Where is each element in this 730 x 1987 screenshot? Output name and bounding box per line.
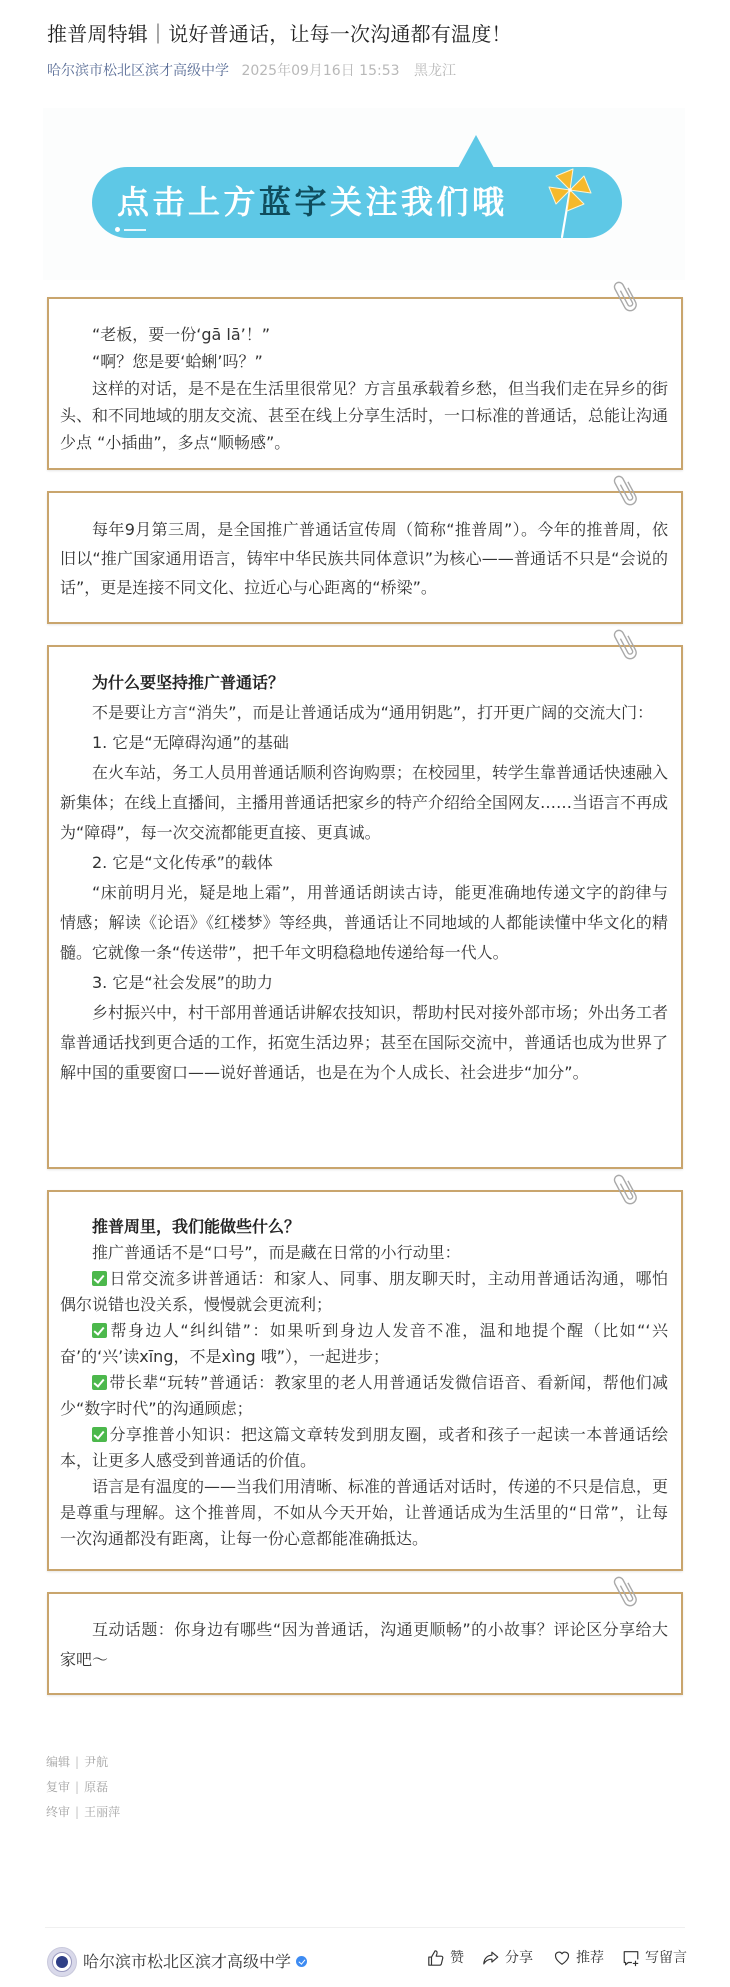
paragraph: 每年9月第三周，是全国推广普通话宣传周（简称“推普周”）。今年的推普周，依旧以“推广国家通用语言，铸牢中华民族共同体意识”为核心——普通话不只是“会说的话”，更是连接不同文化、拉近心与心距离的“桥梁”。 <box>60 520 668 597</box>
article-title: 推普周特辑｜说好普通话，让每一次沟通都有温度！ <box>47 22 512 46</box>
recommend-button[interactable] <box>553 1949 604 1967</box>
credit-role: 复审 <box>46 1780 71 1794</box>
section-heading: 为什么要坚持推广普通话？ <box>92 673 285 692</box>
check-mark-icon <box>92 1427 107 1442</box>
credit-line <box>46 1800 120 1825</box>
paragraph: “老板，要一份‘gā lā’！” <box>92 325 271 344</box>
paperclip-icon <box>612 1169 638 1207</box>
checklist-item <box>60 1422 668 1474</box>
list-point-title: 2. 它是“文化传承”的载体 <box>92 853 273 872</box>
comment-icon <box>622 1949 640 1967</box>
paragraph: 推广普通话不是“口号”，而是藏在日常的小行动里： <box>92 1243 461 1262</box>
interactive-topic-card <box>47 1592 683 1695</box>
publish-time: 2025年09月16日 15:53 <box>241 63 400 79</box>
banner-text-pre: 点击上方 <box>117 183 260 221</box>
paragraph: 在火车站，务工人员用普通话顺利咨询购票；在校园里，转学生靠普通话快速融入新集体；在线上直播间，主播用普通话把家乡的特产介绍给全国网友……当语言不再成为“障碍”，每一次交流都能更直接、更真诚。 <box>60 763 669 842</box>
paperclip-icon <box>612 1571 638 1609</box>
paragraph: “床前明月光，疑是地上霜”，用普通话朗读古诗，能更准确地传递文字的韵律与情感；解读《论语》《红楼梦》等经典，普通话让不同地域的人都能读懂中华文化的精髓。它就像一条“传送带”，把千年文明稳稳地传递给每一代人。 <box>60 883 668 962</box>
footer-account-name[interactable]: 哈尔滨市松北区滨才高级中学 <box>83 1952 292 1971</box>
banner-speech-tail <box>458 135 494 168</box>
credit-name: 尹航 <box>84 1755 109 1769</box>
credit-line <box>46 1775 120 1800</box>
credit-separator: | <box>75 1805 80 1819</box>
credit-line <box>46 1750 120 1775</box>
pinwheel-icon <box>545 165 597 241</box>
share-icon <box>482 1949 500 1967</box>
why-promote-card <box>47 645 683 1169</box>
banner-dot-decoration <box>115 227 120 232</box>
write-comment-label: 写留言 <box>645 1950 687 1966</box>
banner-text <box>117 183 508 221</box>
banner-line-decoration <box>124 229 146 231</box>
check-mark-icon <box>92 1375 107 1390</box>
checklist-item-text: 分享推普小知识：把这篇文章转发到朋友圈，或者和孩子一起读一本普通话绘本，让更多人感受到普通话的价值。 <box>60 1425 668 1470</box>
thumbs-up-icon <box>427 1949 445 1967</box>
publish-region: 黑龙江 <box>413 63 456 79</box>
footer-account[interactable] <box>83 1952 307 1972</box>
paragraph: 互动话题：你身边有哪些“因为普通话，沟通更顺畅”的小故事？评论区分享给大家吧～ <box>60 1620 668 1669</box>
footer-divider <box>45 1927 685 1928</box>
checklist-item <box>60 1266 668 1318</box>
credit-name: 原磊 <box>84 1780 109 1794</box>
verified-badge-icon <box>296 1956 307 1967</box>
credit-separator: | <box>75 1780 80 1794</box>
banner-text-post: 关注我们哦 <box>330 183 508 221</box>
banner-text-highlight: 蓝字 <box>259 183 331 221</box>
avatar-emblem <box>56 1956 68 1968</box>
credit-role: 终审 <box>46 1805 71 1819</box>
account-avatar[interactable] <box>47 1947 77 1977</box>
list-point-title: 1. 它是“无障碍沟通”的基础 <box>92 733 289 752</box>
credit-role: 编辑 <box>46 1755 71 1769</box>
intro-dialogue-card <box>47 297 683 470</box>
paperclip-icon <box>612 276 638 314</box>
check-mark-icon <box>92 1323 107 1338</box>
list-point-title: 3. 它是“社会发展”的助力 <box>92 973 273 992</box>
paragraph: 语言是有温度的——当我们用清晰、标准的普通话对话时，传递的不只是信息，更是尊重与理解。这个推普周，不如从今天开始，让普通话成为生活里的“日常”，让每一次沟通都没有距离，让每一份心意都能准确抵达。 <box>60 1477 669 1548</box>
checklist-item <box>60 1370 668 1422</box>
credits <box>46 1750 120 1825</box>
credit-separator: | <box>75 1755 80 1769</box>
paperclip-icon <box>612 470 638 508</box>
paragraph: “啊？您是要‘蛤蜊’吗？” <box>92 352 263 371</box>
like-button[interactable] <box>427 1949 464 1967</box>
checklist-item-text: 帮身边人“纠纠错”：如果听到身边人发音不准，温和地提个醒（比如“‘兴奋’的‘兴’读xīng，不是xìng 哦”），一起进步； <box>60 1321 668 1366</box>
share-button[interactable] <box>482 1949 533 1967</box>
checklist-item <box>60 1318 668 1370</box>
write-comment-button[interactable] <box>622 1949 687 1967</box>
promotion-week-card <box>47 491 683 624</box>
paragraph: 这样的对话，是不是在生活里很常见？方言虽承载着乡愁，但当我们走在异乡的街头、和不同地域的朋友交流、甚至在线上分享生活时，一口标准的普通话，总能让沟通少点 “小插曲”，多点“顺畅感”。 <box>60 379 669 452</box>
like-label: 赞 <box>450 1950 464 1966</box>
what-we-can-do-card <box>47 1190 683 1571</box>
section-heading: 推普周里，我们能做些什么？ <box>92 1217 301 1236</box>
paragraph: 乡村振兴中，村干部用普通话讲解农技知识，帮助村民对接外部市场；外出务工者靠普通话找到更合适的工作，拓宽生活边界；甚至在国际交流中，普通话也成为世界了解中国的重要窗口——说好普通话，也是在为个人成长、社会进步“加分”。 <box>60 1003 669 1082</box>
check-mark-icon <box>92 1271 107 1286</box>
checklist-item-text: 日常交流多讲普通话：和家人、同事、朋友聊天时，主动用普通话沟通，哪怕偶尔说错也没关系，慢慢就会更流利； <box>60 1269 668 1314</box>
recommend-label: 推荐 <box>576 1950 604 1966</box>
account-name-link[interactable]: 哈尔滨市松北区滨才高级中学 <box>47 63 229 79</box>
heart-icon <box>553 1949 571 1967</box>
credit-name: 王丽萍 <box>84 1805 121 1819</box>
checklist-item-text: 带长辈“玩转”普通话：教家里的老人用普通话发微信语音、看新闻，帮他们减少“数字时代”的沟通顾虑； <box>60 1373 668 1418</box>
paragraph: 不是要让方言“消失”，而是让普通话成为“通用钥匙”，打开更广阔的交流大门： <box>92 703 654 722</box>
article-meta <box>47 62 456 80</box>
paperclip-icon <box>612 624 638 662</box>
share-label: 分享 <box>505 1950 533 1966</box>
